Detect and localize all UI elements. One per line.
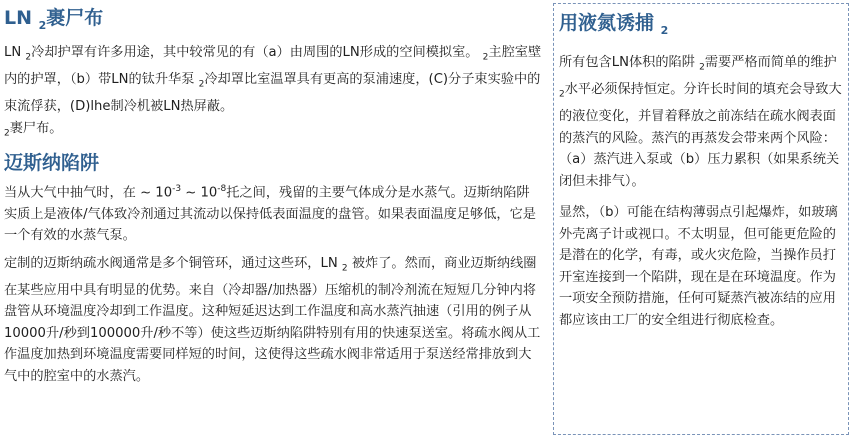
sidebar-box: [553, 3, 849, 435]
main-column: [2, 0, 542, 393]
meissner-detail-paragraph: 定制的迈斯纳疏水阀通常是多个铜管环，通过这些环，LN $_2$ 被炸了。然而，商业迈斯纳线圈在某些应用中具有明显的优势。来自（冷却器/加热器）压缩机的制冷剂流在短短几分钟内将盘管从环境温度冷却到工作温度。这种短延迟达到工作温度和高水蒸汽抽速（引用的例子从10000升/秒到100000升/秒不等）使这些迈斯纳陷阱特别有用的快速泵送室。将疏水阀从工作温度加热到环境温度需要同样短的时间，这使得这些疏水阀非常适用于泵送经常排放到大气中的腔室中的水蒸汽。: [4, 255, 541, 384]
sidebar-paragraph-2: 显然，（b）可能在结构薄弱点引起爆炸，如玻璃外壳离子计或视口。不太明显，但可能更危险的是潜在的化学，有毒，或火灾危险，当操作员打开室连接到一个陷阱，现在是在环境温度。作为一项安全预防措施，任何可疑蒸汽被冻结的应用都应该由工厂的安全组进行彻底检查。: [559, 205, 838, 328]
ln2-shroud-paragraph: LN $_2$冷却护罩有许多用途，其中较常见的有（a）由周围的LN形成的空间模拟室。 $_2$主腔室壁内的护罩，（b）带LN的钛升华泵 $_2$冷却罩比室温罩具有更高的泵浦速度，(C)分子束实验中的束流俘获，(D)lhe制冷机被LN热屏蔽。 $_2$裹尸布。: [4, 44, 542, 139]
meissner-intro-paragraph: 当从大气中抽气时，在 ~ $10^{-3}$ ~ $10^{-8}$托之间，残留的主要气体成分是水蒸气。迈斯纳陷阱实质上是液体/气体致冷剂通过其流动以保持低表面温度的盘管。如果表面温度足够低，它是一个有效的水蒸气泵。: [4, 183, 536, 244]
sidebar-title: 用液氮诱捕 $_2$: [559, 12, 669, 37]
section-title-meissner-trap: 迈斯纳陷阱: [4, 151, 100, 174]
section-title-ln2-shroud: LN $_2$裹尸布: [4, 7, 104, 32]
sidebar-paragraph-1: 所有包含LN体积的陷阱 $_2$需要严格而简单的维护 $_2$水平必须保持恒定。分许长时间的填充会导致大的液位变化，并冒着释放之前冻结在疏水阀表面的蒸汽的风险。蒸汽的再蒸发会带来两个风险：（a）蒸汽进入泵或（b）压力累积（如果系统关闭但未排气）。: [559, 54, 842, 189]
